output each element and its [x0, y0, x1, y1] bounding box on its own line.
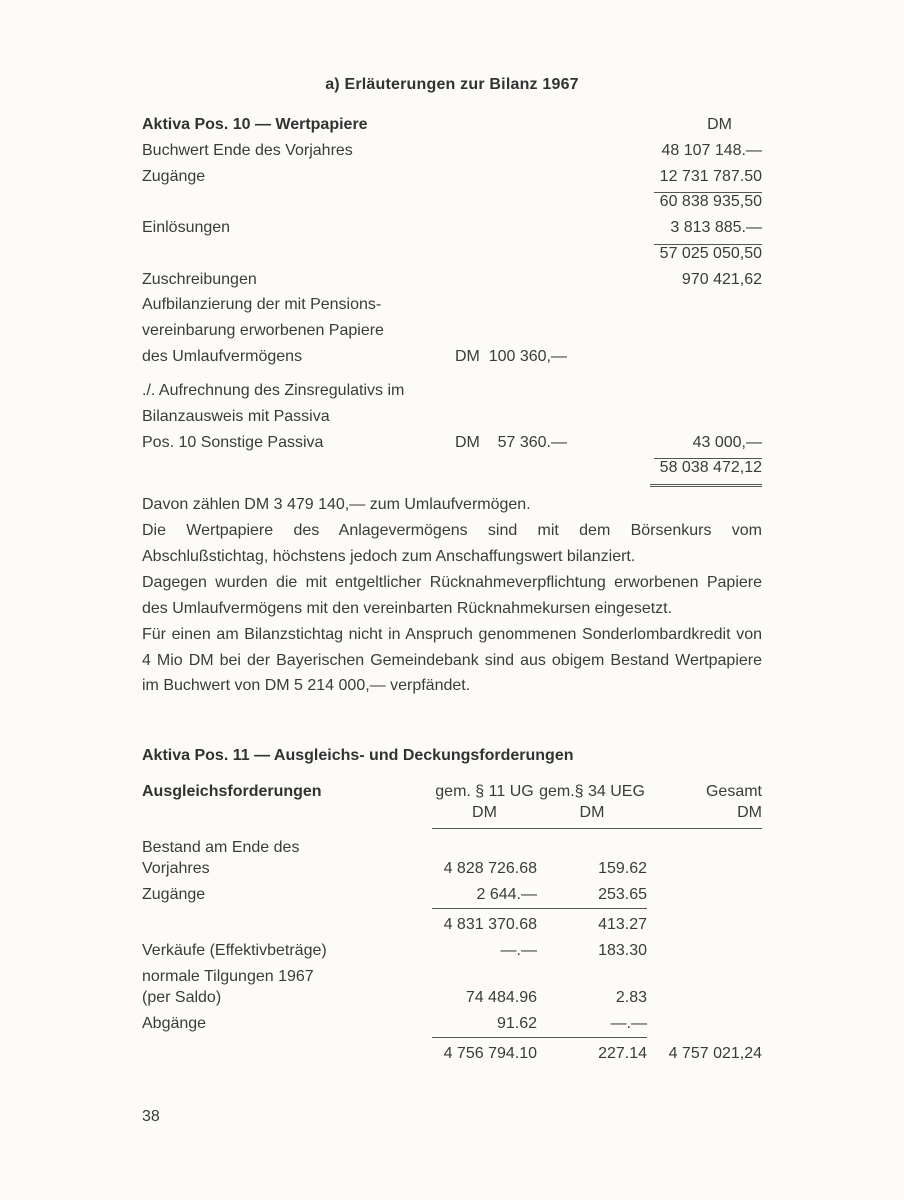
table-row: [142, 966, 762, 1008]
ledger-row: [142, 215, 762, 241]
column-header-ug: [432, 781, 537, 823]
ledger-row: [142, 318, 762, 344]
row-label: normale Tilgungen 1967 (per Saldo): [142, 968, 314, 1007]
cell-ug: 4 756 794.10: [443, 1045, 537, 1063]
row-label: Bestand am Ende des Vorjahres: [142, 839, 300, 878]
mid-amount: 57 360.—: [497, 433, 567, 451]
cell-ueg: —.—: [537, 1013, 647, 1038]
column-header-gesamt: [647, 781, 762, 823]
ledger-row-total: [142, 455, 762, 481]
cell-ueg: 159.62: [598, 860, 647, 878]
cell-ug: 4 831 370.68: [443, 916, 537, 934]
forderungen-section-heading: Aktiva Pos. 11 — Ausgleichs- und Deckungsforderungen: [142, 747, 574, 765]
row-mid-amount: [455, 430, 567, 456]
row-amount: 57 025 050,50: [659, 244, 762, 262]
column-header-ueg: [537, 781, 647, 823]
row-label: Zuschreibungen: [142, 270, 257, 288]
row-label: vereinbarung erworbenen Papiere: [142, 321, 384, 339]
cell-gesamt: 4 757 021,24: [668, 1045, 762, 1063]
column-unit: DM: [579, 804, 605, 822]
cell-ueg: 413.27: [598, 916, 647, 934]
ledger-row: [142, 344, 762, 370]
cell-ueg: 253.65: [537, 884, 647, 909]
row-label: Pos. 10 Sonstige Passiva: [142, 433, 324, 451]
table-row: [142, 837, 762, 879]
wertpapiere-section-header: [142, 112, 762, 138]
row-label: Bilanzausweis mit Passiva: [142, 408, 330, 426]
page-number: 38: [142, 1108, 160, 1126]
cell-ug: —.—: [500, 942, 537, 960]
table-row-subtotal: [142, 914, 762, 935]
note-paragraph: Davon zählen DM 3 479 140,— zum Umlaufvermögen.: [142, 496, 531, 514]
row-mid-amount: [455, 344, 567, 370]
table-row-total: [142, 1043, 762, 1064]
cell-gesamt: [647, 1034, 762, 1038]
ledger-row: [142, 292, 762, 318]
table-column-headers: [432, 781, 762, 829]
page-title: a) Erläuterungen zur Bilanz 1967: [325, 76, 579, 93]
row-label: Aufbilanzierung der mit Pensions-: [142, 296, 382, 314]
row-label: ./. Aufrechnung des Zinsregulativs im: [142, 382, 405, 400]
row-label: Buchwert Ende des Vorjahres: [142, 142, 353, 159]
column-unit: DM: [472, 804, 497, 822]
row-label: Einlösungen: [142, 219, 231, 237]
cell-ug: 74 484.96: [465, 989, 537, 1007]
forderungen-table: [142, 781, 762, 1064]
row-amount: 970 421,62: [681, 270, 762, 288]
column-title: Gesamt: [705, 783, 762, 801]
row-amount: 3 813 885.—: [455, 215, 762, 241]
ledger-row: [142, 164, 762, 190]
cell-ueg: 2.83: [615, 989, 647, 1007]
table-row: [142, 1013, 762, 1038]
ledger-row: [142, 138, 762, 164]
ledger-row: [142, 378, 762, 404]
row-label: Zugänge: [142, 886, 206, 904]
column-title: gem. § 11 UG: [435, 783, 534, 801]
row-amount: 58 038 472,12: [455, 455, 762, 481]
table-row: [142, 940, 762, 961]
currency-label: DM: [455, 433, 480, 451]
cell-ueg: 183.30: [598, 942, 647, 960]
ledger-row-subtotal: [142, 241, 762, 267]
notes-block: [142, 492, 762, 699]
table-row-header: Ausgleichsforderungen: [142, 783, 322, 801]
row-amount: 60 838 935,50: [659, 193, 762, 211]
section-heading: Aktiva Pos. 10 — Wertpapiere: [142, 116, 368, 133]
currency-label: DM: [455, 347, 480, 365]
note-paragraph: Die Wertpapiere des Anlagevermögens sind mit dem Börsenkurs vom Abschlußstichtag, höchstens jedoch zum Anschaffungswert bilanziert.: [142, 522, 762, 565]
currency-column-header: DM: [707, 116, 732, 133]
row-label: Verkäufe (Effektivbeträge): [142, 942, 327, 960]
cell-gesamt: [647, 905, 762, 909]
column-title: gem.§ 34 UEG: [539, 783, 645, 801]
note-paragraph: Dagegen wurden die mit entgeltlicher Rücknahmeverpflichtung erworbenen Papiere des Umlaufvermögens mit den vereinbarten Rücknahmekursen eingesetzt.: [142, 573, 762, 617]
row-label: des Umlaufvermögens: [142, 347, 303, 365]
table-row: [142, 884, 762, 909]
row-amount: 48 107 148.—: [661, 142, 762, 159]
cell-ueg: 227.14: [598, 1045, 647, 1063]
cell-ug: 91.62: [432, 1013, 537, 1038]
row-label: Zugänge: [142, 167, 206, 185]
ledger-row-subtotal: [142, 189, 762, 215]
cell-ug: 4 828 726.68: [443, 860, 537, 878]
ledger-row: [142, 267, 762, 293]
row-amount: 12 731 787.50: [455, 164, 762, 190]
ledger-row: [142, 430, 762, 456]
table-header: [142, 781, 762, 829]
ledger-row: [142, 404, 762, 430]
row-label: Abgänge: [142, 1015, 207, 1033]
row-amount: 43 000,—: [567, 430, 762, 456]
note-paragraph: Für einen am Bilanzstichtag nicht in Anspruch genommenen Sonderlombardkredit von 4 Mio DM bei der Bayerischen Gemeindebank sind aus obigem Bestand Wertpapiere im Buchwert von DM 5 214 000,— verpfändet.: [142, 625, 762, 695]
mid-amount: 100 360,—: [488, 347, 567, 365]
column-unit: DM: [737, 804, 762, 822]
wertpapiere-ledger: [142, 138, 762, 481]
cell-ug: 2 644.—: [432, 884, 537, 909]
